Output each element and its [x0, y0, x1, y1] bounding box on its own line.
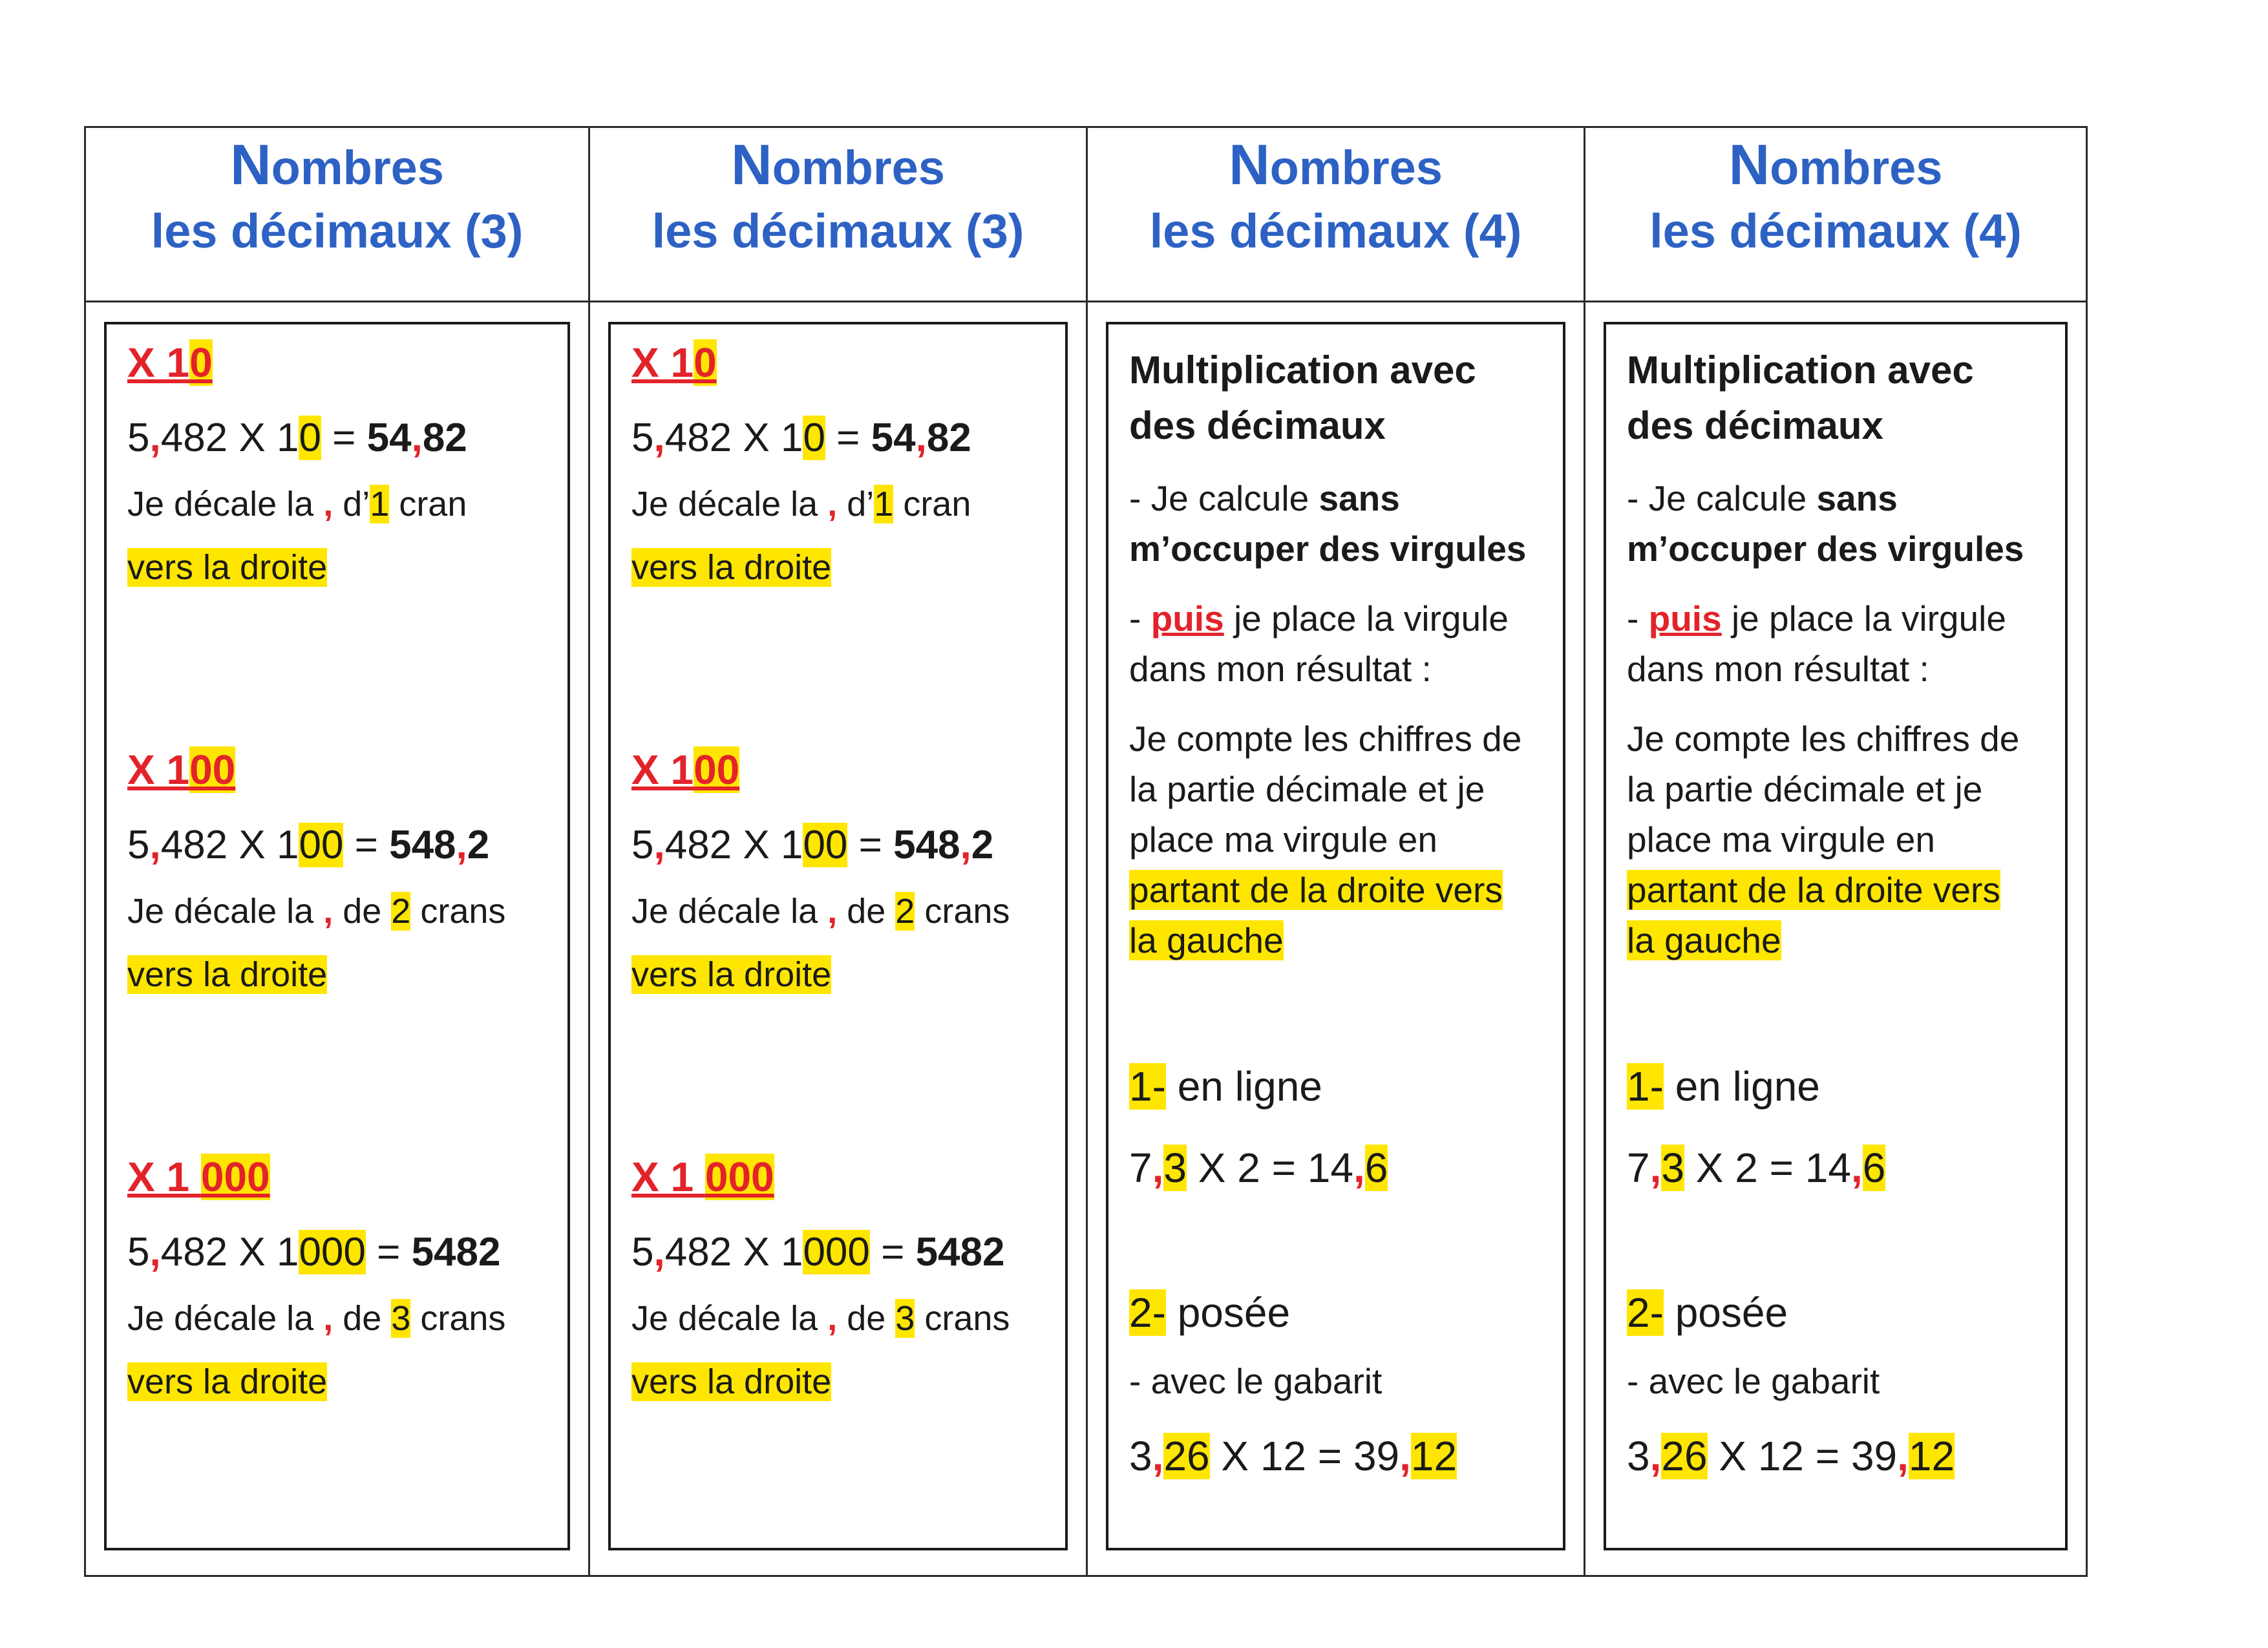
- count-decimals: [1627, 713, 2044, 966]
- eq-equals: =: [825, 416, 871, 460]
- header-initial: N: [1728, 132, 1770, 196]
- step-calc: [1627, 473, 2044, 574]
- calc-text: - Je calcule: [1627, 478, 1817, 518]
- eq-mid: 482 X 1: [160, 1230, 299, 1274]
- method-inline-label: en ligne: [1165, 1063, 1322, 1110]
- rule-comma: ,: [323, 485, 334, 523]
- rule-count: 3: [391, 1299, 411, 1338]
- eq-result-int: 548: [893, 823, 960, 867]
- ex2-dec: 26: [1163, 1433, 1210, 1479]
- rule-count: 3: [895, 1299, 915, 1338]
- example-equation: [127, 822, 555, 868]
- eq-result-dec: 82: [926, 416, 971, 460]
- ex1-mid: X 2 = 14: [1186, 1145, 1353, 1191]
- calc-text: - Je calcule: [1129, 478, 1319, 518]
- step-place-comma: [1627, 593, 2044, 694]
- method-posed: [1129, 1289, 1542, 1336]
- column-header: [1088, 128, 1584, 302]
- multiplier-title: [127, 746, 555, 794]
- eq-comma: ,: [149, 823, 161, 867]
- multiplier-title-zeros: 00: [189, 746, 236, 793]
- ex2-result-comma: ,: [1897, 1433, 1909, 1479]
- shift-rule: [127, 891, 555, 931]
- rule-title-line1: Multiplication avec: [1627, 348, 1974, 392]
- ex1-result-dec: 6: [1862, 1145, 1886, 1191]
- shift-rule: [127, 484, 555, 524]
- shift-direction: [631, 547, 1052, 587]
- ex2-result-dec: 12: [1908, 1433, 1955, 1479]
- shift-rule: [631, 484, 1052, 524]
- rule-prep: de: [333, 1299, 392, 1338]
- eq-zeros: 000: [803, 1230, 870, 1274]
- rule-count: 1: [874, 485, 894, 523]
- step-calc: [1129, 473, 1542, 574]
- rule-title: [1627, 343, 2044, 454]
- count-line-2: la partie décimale et je: [1627, 769, 1983, 809]
- eq-zeros: 0: [299, 416, 321, 460]
- eq-result-comma: ,: [456, 823, 467, 867]
- content-box: [104, 322, 570, 1550]
- method-posed: [1627, 1289, 2044, 1336]
- rule-text: Je décale la: [631, 485, 828, 523]
- calc-sans: sans: [1319, 478, 1400, 518]
- shift-rule: [631, 891, 1052, 931]
- rule-text: Je décale la: [631, 1299, 828, 1338]
- multiplier-title: [631, 746, 1052, 794]
- rule-unit: cran: [893, 485, 971, 523]
- ex1-result-comma: ,: [1850, 1145, 1863, 1191]
- rule-unit: cran: [389, 485, 467, 523]
- calc-ignore-commas: m’occuper des virgules: [1627, 529, 2024, 569]
- count-line-3: place ma virgule en: [1627, 819, 1935, 860]
- header-subtitle: les décimaux (4): [1649, 204, 2022, 258]
- ex2-int: 3: [1129, 1433, 1152, 1479]
- eq-result-comma: ,: [411, 416, 423, 460]
- count-highlight-1: partant de la droite vers: [1627, 870, 2000, 910]
- multiplier-title: [127, 1153, 555, 1201]
- multiplier-title-zeros: 000: [200, 1154, 270, 1200]
- bookmark-column-1: [86, 128, 590, 1575]
- count-highlight-2: la gauche: [1129, 920, 1284, 960]
- count-highlight-1: partant de la droite vers: [1129, 870, 1503, 910]
- method-posed-number: 2-: [1129, 1289, 1166, 1336]
- example-equation: [127, 415, 555, 461]
- ex1-int: 7: [1627, 1145, 1650, 1191]
- rule-prep: d’: [837, 485, 874, 523]
- calc-ignore-commas: m’occuper des virgules: [1129, 529, 1527, 569]
- posed-example: [1129, 1432, 1542, 1480]
- content-box: [1106, 322, 1565, 1550]
- count-decimals: [1129, 713, 1542, 966]
- method-posed-number: 2-: [1627, 1289, 1664, 1336]
- eq-comma: ,: [149, 416, 161, 460]
- shift-direction: [127, 955, 555, 995]
- rule-text: Je décale la: [127, 485, 324, 523]
- column-header: [590, 128, 1086, 302]
- eq-zeros: 00: [803, 823, 848, 867]
- method-posed-label: posée: [1663, 1289, 1788, 1336]
- count-line-3: place ma virgule en: [1129, 819, 1437, 860]
- eq-equals: =: [869, 1230, 916, 1274]
- rule-comma: ,: [827, 485, 838, 523]
- method-inline-number: 1-: [1627, 1063, 1664, 1110]
- header-initial: N: [731, 132, 772, 196]
- eq-result-int: 54: [871, 416, 916, 460]
- place-dash: -: [1129, 598, 1151, 639]
- multiplier-title-prefix: X 1: [631, 746, 694, 793]
- header-title: [1585, 133, 2086, 200]
- eq-result-dec: 2: [467, 823, 490, 867]
- header-word: ombres: [1770, 141, 1943, 195]
- place-text: je place la virgule: [1721, 598, 2006, 639]
- rule-prep: de: [837, 1299, 896, 1338]
- example-equation: [631, 415, 1052, 461]
- eq-result-comma: ,: [915, 416, 927, 460]
- place-text-2: dans mon résultat :: [1129, 649, 1432, 689]
- posed-sub: - avec le gabarit: [1627, 1361, 1880, 1401]
- eq-mid: 482 X 1: [664, 823, 803, 867]
- shift-direction: [631, 955, 1052, 995]
- multiplier-title-prefix: X 1: [631, 1154, 705, 1200]
- rule-comma: ,: [323, 892, 334, 931]
- direction-text: vers la droite: [631, 1362, 832, 1401]
- method-inline-number: 1-: [1129, 1063, 1166, 1110]
- eq-mid: 482 X 1: [664, 1230, 803, 1274]
- inline-example: [1129, 1144, 1542, 1192]
- rule-title-line1: Multiplication avec: [1129, 348, 1476, 392]
- shift-rule: [631, 1298, 1052, 1338]
- eq-equals: =: [343, 823, 390, 867]
- header-subtitle: les décimaux (3): [652, 204, 1024, 258]
- eq-equals: =: [847, 823, 894, 867]
- ex2-comma: ,: [1649, 1433, 1662, 1479]
- ex1-result-comma: ,: [1353, 1145, 1365, 1191]
- eq-zeros: 0: [803, 416, 825, 460]
- posed-sub: - avec le gabarit: [1129, 1361, 1383, 1401]
- eq-int: 5: [631, 416, 654, 460]
- rule-unit: crans: [410, 1299, 506, 1338]
- header-title: [590, 133, 1086, 200]
- posed-example: [1627, 1432, 2044, 1480]
- rule-prep: de: [837, 892, 896, 931]
- eq-result-dec: 82: [422, 416, 467, 460]
- eq-result-int: 5482: [915, 1230, 1005, 1274]
- multiplier-section: [127, 339, 555, 587]
- ex2-result-dec: 12: [1410, 1433, 1457, 1479]
- eq-int: 5: [127, 1230, 150, 1274]
- ex1-result-dec: 6: [1364, 1145, 1388, 1191]
- direction-text: vers la droite: [127, 1362, 328, 1401]
- eq-int: 5: [631, 1230, 654, 1274]
- multiplier-title: [127, 339, 555, 386]
- eq-mid: 482 X 1: [160, 416, 299, 460]
- example-equation: [631, 1229, 1052, 1275]
- example-equation: [127, 1229, 555, 1275]
- ex2-comma: ,: [1152, 1433, 1164, 1479]
- eq-mid: 482 X 1: [160, 823, 299, 867]
- place-puis: puis: [1648, 598, 1722, 639]
- place-text-2: dans mon résultat :: [1627, 649, 1929, 689]
- ex1-comma: ,: [1152, 1145, 1164, 1191]
- rule-count: 1: [370, 485, 390, 523]
- header-word: ombres: [1269, 141, 1443, 195]
- count-highlight-2: la gauche: [1627, 920, 1781, 960]
- shift-rule: [127, 1298, 555, 1338]
- eq-comma: ,: [653, 416, 665, 460]
- column-header: [86, 128, 588, 302]
- content-box: [608, 322, 1068, 1550]
- shift-direction: [127, 547, 555, 587]
- step-place-comma: [1129, 593, 1542, 694]
- method-inline-label: en ligne: [1663, 1063, 1820, 1110]
- bookmark-sheet: [84, 126, 2088, 1577]
- ex2-mid: X 12 = 39: [1707, 1433, 1898, 1479]
- rule-text: Je décale la: [631, 892, 828, 931]
- eq-equals: =: [365, 1230, 412, 1274]
- eq-equals: =: [321, 416, 367, 460]
- header-word: ombres: [271, 141, 444, 195]
- example-equation: [631, 822, 1052, 868]
- rule-comma: ,: [323, 1299, 334, 1338]
- multiplier-title-zeros: 000: [705, 1154, 774, 1200]
- content-box: [1604, 322, 2068, 1550]
- rule-title-line2: des décimaux: [1627, 404, 1883, 447]
- rule-count: 2: [391, 892, 411, 931]
- eq-result-int: 54: [366, 416, 412, 460]
- ex1-dec: 3: [1661, 1145, 1684, 1191]
- multiplier-title-zeros: 00: [694, 746, 740, 793]
- multiplier-section: [127, 746, 555, 995]
- header-subtitle: les décimaux (3): [151, 204, 524, 258]
- header-title: [86, 133, 588, 200]
- eq-mid: 482 X 1: [664, 416, 803, 460]
- eq-result-int: 548: [389, 823, 456, 867]
- shift-direction: [127, 1362, 555, 1402]
- rule-title: [1129, 343, 1542, 454]
- method-inline: [1627, 1062, 2044, 1110]
- rule-text: Je décale la: [127, 892, 324, 931]
- shift-direction: [631, 1362, 1052, 1402]
- rule-prep: d’: [333, 485, 370, 523]
- rule-prep: de: [333, 892, 392, 931]
- multiplier-title: [631, 339, 1052, 386]
- rule-comma: ,: [827, 892, 838, 931]
- count-line-1: Je compte les chiffres de: [1129, 719, 1522, 759]
- method-inline: [1129, 1062, 1542, 1110]
- ex2-mid: X 12 = 39: [1209, 1433, 1400, 1479]
- eq-comma: ,: [653, 1230, 665, 1274]
- inline-example: [1627, 1144, 2044, 1192]
- direction-text: vers la droite: [127, 548, 328, 587]
- place-puis: puis: [1150, 598, 1224, 639]
- rule-count: 2: [895, 892, 915, 931]
- multiplier-section: [127, 1153, 555, 1402]
- rule-unit: crans: [915, 1299, 1010, 1338]
- ex1-comma: ,: [1649, 1145, 1662, 1191]
- multiplier-title-prefix: X 1: [127, 339, 190, 386]
- header-initial: N: [230, 132, 271, 196]
- eq-zeros: 000: [299, 1230, 366, 1274]
- direction-text: vers la droite: [631, 955, 832, 994]
- multiplier-title: [631, 1153, 1052, 1201]
- place-text: je place la virgule: [1224, 598, 1509, 639]
- multiplier-section: [631, 746, 1052, 995]
- multiplier-section: [631, 339, 1052, 587]
- multiplier-title-prefix: X 1: [631, 339, 694, 386]
- header-word: ombres: [772, 141, 945, 195]
- method-posed-label: posée: [1165, 1289, 1291, 1336]
- place-dash: -: [1627, 598, 1649, 639]
- rule-text: Je décale la: [127, 1299, 324, 1338]
- bookmark-column-3: [1088, 128, 1585, 1575]
- eq-int: 5: [127, 823, 150, 867]
- rule-unit: crans: [410, 892, 506, 931]
- rule-title-line2: des décimaux: [1129, 404, 1386, 447]
- multiplier-title-prefix: X 1: [127, 1154, 201, 1200]
- header-subtitle: les décimaux (4): [1149, 204, 1522, 258]
- ex2-int: 3: [1627, 1433, 1650, 1479]
- direction-text: vers la droite: [127, 955, 328, 994]
- rule-unit: crans: [915, 892, 1010, 931]
- calc-sans: sans: [1816, 478, 1898, 518]
- bookmark-column-2: [590, 128, 1088, 1575]
- eq-comma: ,: [653, 823, 665, 867]
- direction-text: vers la droite: [631, 548, 832, 587]
- multiplier-title-prefix: X 1: [127, 746, 190, 793]
- multiplier-section: [631, 1153, 1052, 1402]
- eq-result-int: 5482: [411, 1230, 501, 1274]
- eq-zeros: 00: [299, 823, 344, 867]
- ex2-result-comma: ,: [1399, 1433, 1411, 1479]
- ex1-dec: 3: [1163, 1145, 1187, 1191]
- eq-comma: ,: [149, 1230, 161, 1274]
- column-header: [1585, 128, 2086, 302]
- count-line-2: la partie décimale et je: [1129, 769, 1485, 809]
- eq-result-dec: 2: [971, 823, 994, 867]
- ex2-dec: 26: [1661, 1433, 1708, 1479]
- ex1-mid: X 2 = 14: [1684, 1145, 1851, 1191]
- header-initial: N: [1229, 132, 1270, 196]
- rule-comma: ,: [827, 1299, 838, 1338]
- multiplier-title-zeros: 0: [694, 339, 717, 386]
- header-title: [1088, 133, 1584, 200]
- eq-result-comma: ,: [960, 823, 971, 867]
- multiplier-title-zeros: 0: [189, 339, 213, 386]
- bookmark-column-4: [1585, 128, 2086, 1575]
- eq-int: 5: [631, 823, 654, 867]
- eq-int: 5: [127, 416, 150, 460]
- count-line-1: Je compte les chiffres de: [1627, 719, 2020, 759]
- ex1-int: 7: [1129, 1145, 1152, 1191]
